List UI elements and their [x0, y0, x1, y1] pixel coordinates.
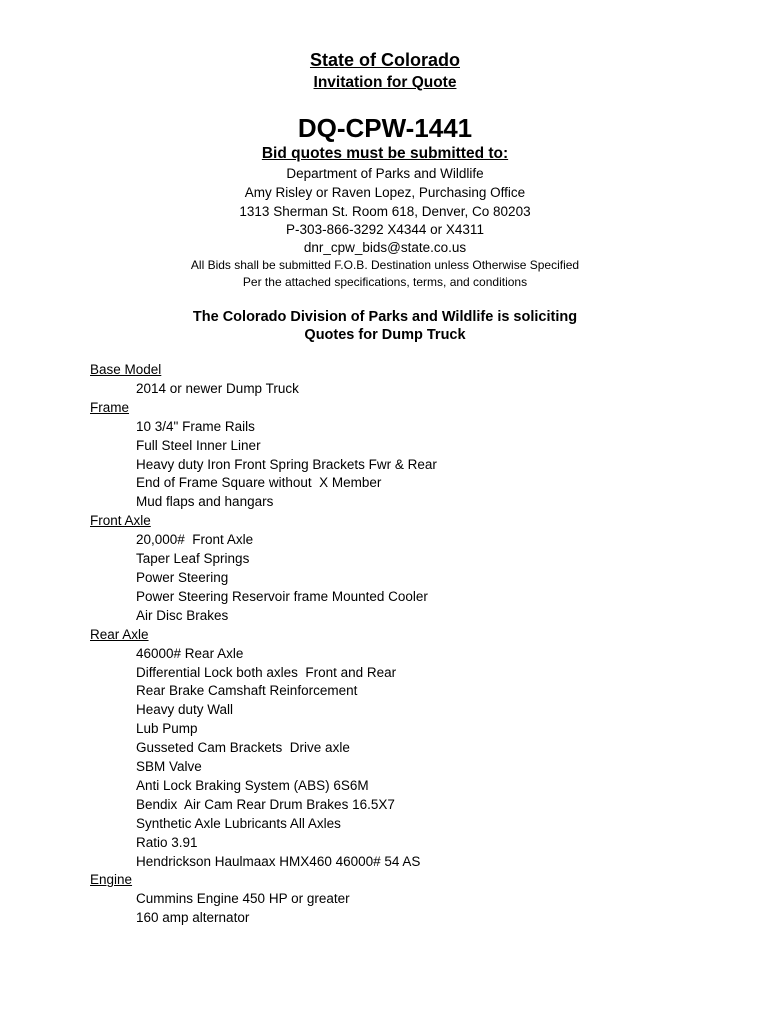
spec-item: Power Steering	[136, 569, 229, 585]
section-heading-frame: Frame	[90, 399, 130, 415]
spec-item: 10 3/4" Frame Rails	[136, 418, 255, 434]
spec-item: Heavy duty Wall	[136, 702, 234, 718]
spec-item: 20,000# Front Axle	[136, 532, 254, 548]
specification-list	[90, 361, 690, 928]
state-title: State of Colorado	[309, 50, 460, 70]
address-email: dnr_cpw_bids@state.co.us	[303, 240, 467, 255]
spec-item: Synthetic Axle Lubricants All Axles	[136, 815, 341, 831]
spec-item: Power Steering Reservoir frame Mounted Cooler	[136, 588, 428, 604]
solicitation-line-2: Quotes for Dump Truck	[304, 327, 466, 343]
spec-item: SBM Valve	[136, 759, 202, 775]
terms-fob: All Bids shall be submitted F.O.B. Destination unless Otherwise Specified	[190, 258, 580, 272]
section-heading-base-model: Base Model	[90, 362, 162, 377]
spec-item: Lub Pump	[136, 721, 198, 737]
spec-item: 160 amp alternator	[136, 910, 250, 926]
spec-item: Bendix Air Cam Rear Drum Brakes 16.5X7	[136, 796, 395, 812]
spec-item: Ratio 3.91	[136, 834, 198, 850]
spec-item: Gusseted Cam Brackets Drive axle	[136, 740, 350, 756]
spec-item: Hendrickson Haulmaax HMX460 46000# 54 AS	[136, 853, 421, 869]
address-street: 1313 Sherman St. Room 618, Denver, Co 80203	[239, 204, 531, 219]
spec-item: Heavy duty Iron Front Spring Brackets Fwr & Rear	[136, 456, 437, 472]
quote-number: DQ-CPW-1441	[297, 113, 473, 143]
invitation-title: Invitation for Quote	[313, 74, 457, 91]
address-phone: P-303-866-3292 X4344 or X4311	[286, 222, 484, 237]
terms-specifications: Per the attached specifications, terms, and conditions	[242, 275, 528, 289]
spec-item: Differential Lock both axles Front and Rear	[136, 664, 397, 680]
spec-item: Rear Brake Camshaft Reinforcement	[136, 683, 358, 699]
spec-item: Anti Lock Braking System (ABS) 6S6M	[136, 777, 369, 793]
spec-item: End of Frame Square without X Member	[136, 475, 382, 491]
spec-item: Cummins Engine 450 HP or greater	[136, 891, 350, 907]
spec-item: Full Steel Inner Liner	[136, 437, 261, 453]
spec-item: Air Disc Brakes	[136, 607, 229, 623]
spec-item: 46000# Rear Axle	[136, 645, 244, 661]
section-heading-rear-axle: Rear Axle	[90, 626, 149, 642]
address-department: Department of Parks and Wildlife	[286, 166, 484, 181]
section-heading-front-axle: Front Axle	[90, 513, 151, 529]
spec-item: 2014 or newer Dump Truck	[136, 380, 299, 396]
solicitation-line-1: The Colorado Division of Parks and Wildlife is soliciting	[192, 309, 578, 325]
spec-item: Mud flaps and hangars	[136, 494, 274, 510]
section-heading-engine: Engine	[90, 872, 133, 888]
address-contacts: Amy Risley or Raven Lopez, Purchasing Office	[244, 185, 526, 200]
bid-submission-heading: Bid quotes must be submitted to:	[261, 145, 509, 162]
spec-item: Taper Leaf Springs	[136, 551, 250, 567]
